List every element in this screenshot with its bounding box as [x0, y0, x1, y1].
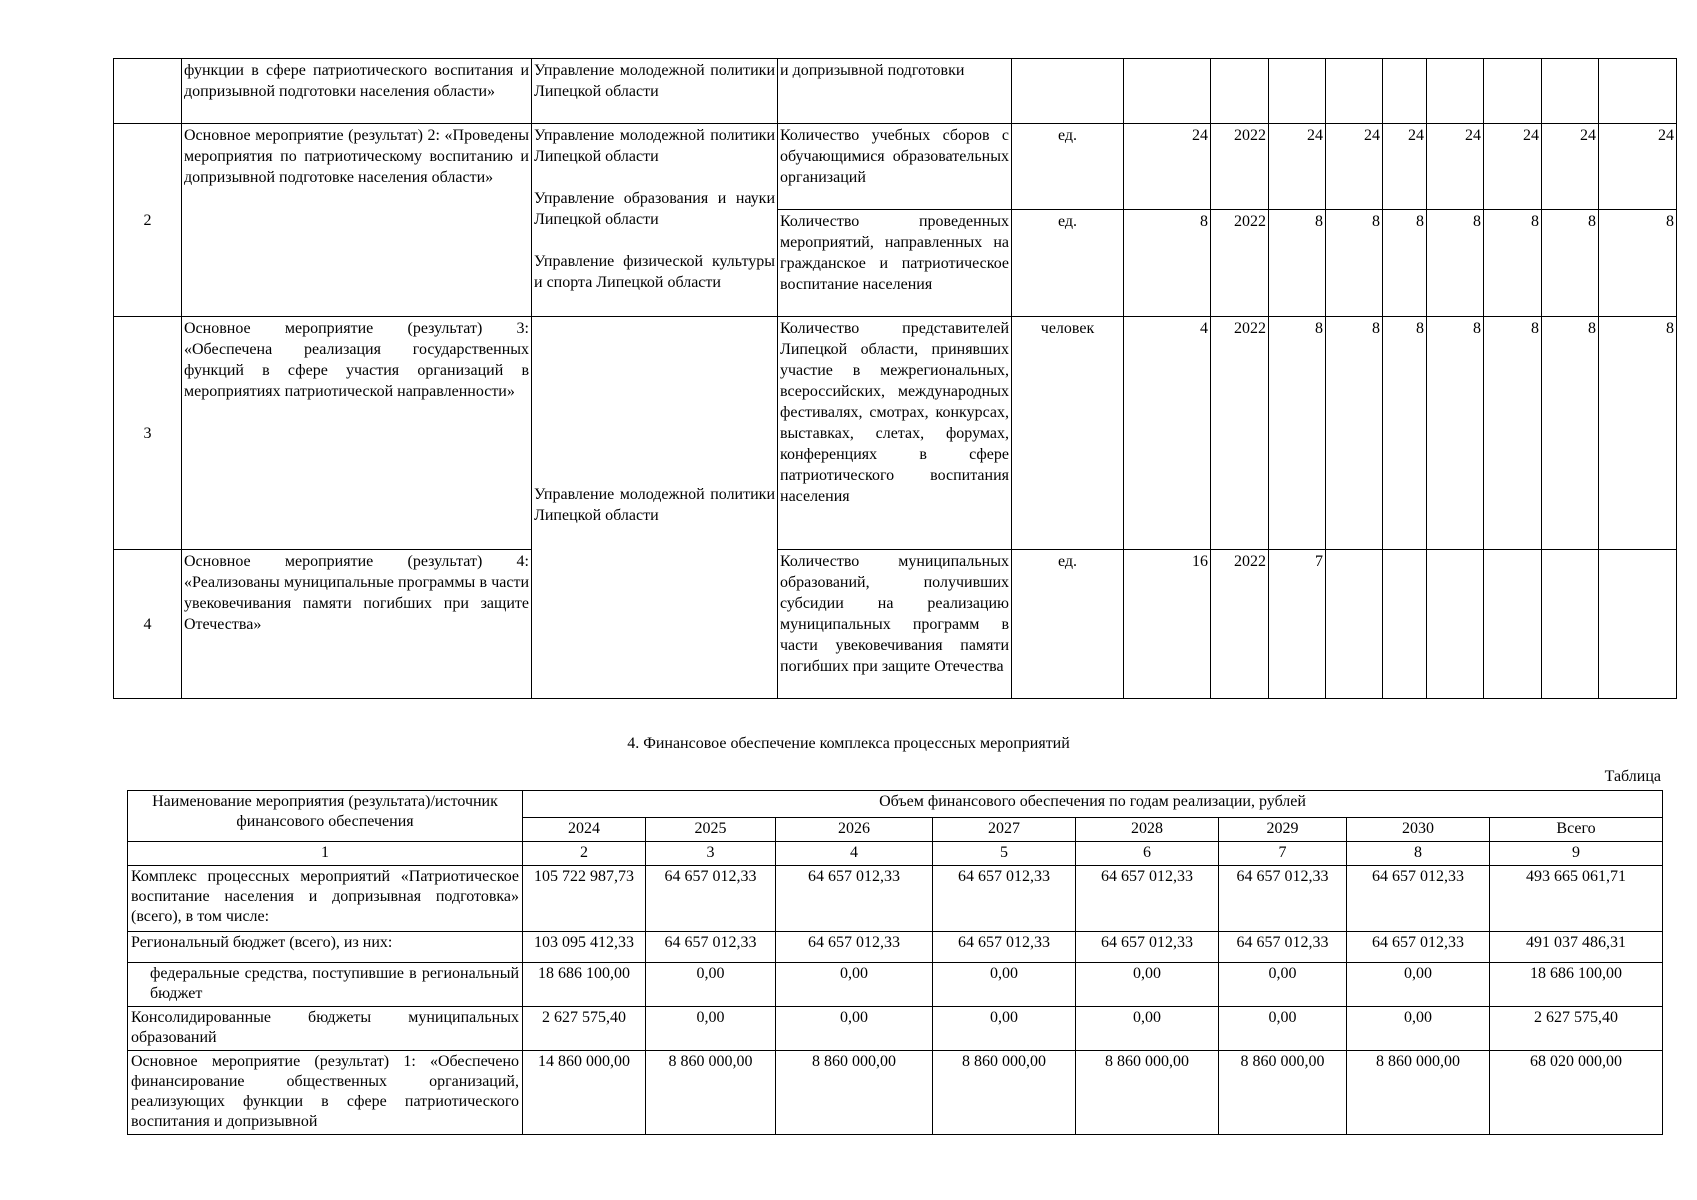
amount-cell: 8 860 000,00	[1219, 1051, 1347, 1135]
unit-cell: человек	[1012, 317, 1124, 550]
amount-cell: 64 657 012,33	[1076, 866, 1219, 932]
amount-cell: 0,00	[1076, 1007, 1219, 1051]
executor-line: Управление физической культуры и спорта Липецкой области	[534, 253, 775, 291]
amount-cell: 0,00	[646, 963, 776, 1007]
year-value: 8	[1484, 317, 1542, 550]
amount-cell: 8 860 000,00	[1076, 1051, 1219, 1135]
year-header: 2029	[1219, 818, 1347, 842]
amount-cell: 0,00	[933, 1007, 1076, 1051]
row-name: Региональный бюджет (всего), из них:	[128, 932, 523, 963]
finance-table	[127, 790, 1663, 1135]
indicator-cell: Количество муниципальных образований, получивших субсидии на реализацию муниципальных программ в части увековечивания памяти погибших при защите Отечества	[778, 550, 1012, 699]
year-value	[1383, 550, 1427, 699]
row-name: Основное мероприятие (результат) 1: «Обеспечено финансирование общественных организаций, реализующих функции в сфере патриотического воспитания и допризывной	[128, 1051, 523, 1135]
table-row	[114, 550, 1677, 699]
amount-cell: 493 665 061,71	[1490, 866, 1663, 932]
unit-cell: ед.	[1012, 124, 1124, 210]
year-header: 2030	[1347, 818, 1490, 842]
year-value: 24	[1326, 124, 1383, 210]
base-year: 2022	[1211, 550, 1269, 699]
section-heading: 4. Финансовое обеспечение комплекса процессных мероприятий	[627, 735, 1070, 752]
column-number: 1	[128, 842, 523, 866]
base-cell	[1124, 59, 1211, 124]
year-value: 8	[1383, 210, 1427, 317]
column-number: 6	[1076, 842, 1219, 866]
column-number: 7	[1219, 842, 1347, 866]
year-value	[1542, 550, 1599, 699]
table-row	[128, 1007, 1663, 1051]
year-header: 2024	[523, 818, 646, 842]
row-name: Комплекс процессных мероприятий «Патриотическое воспитание населения и допризывная подготовка» (всего), в том числе:	[128, 866, 523, 932]
event-cell: Основное мероприятие (результат) 2: «Проведены мероприятия по патриотическому воспитанию и допризывной подготовке населения области»	[182, 124, 532, 317]
amount-cell: 0,00	[1347, 963, 1490, 1007]
row-name: Консолидированные бюджеты муниципальных образований	[128, 1007, 523, 1051]
amount-cell: 0,00	[1219, 963, 1347, 1007]
amount-cell: 64 657 012,33	[776, 932, 933, 963]
year-header: Всего	[1490, 818, 1663, 842]
amount-cell: 0,00	[933, 963, 1076, 1007]
column-number: 8	[1347, 842, 1490, 866]
unit-cell: ед.	[1012, 550, 1124, 699]
amount-cell: 8 860 000,00	[1347, 1051, 1490, 1135]
table-label: Таблица	[1604, 768, 1661, 785]
amount-cell: 491 037 486,31	[1490, 932, 1663, 963]
table-row	[128, 963, 1663, 1007]
row-number	[114, 59, 182, 124]
year-value: 8	[1427, 317, 1484, 550]
year-value: 24	[1383, 124, 1427, 210]
year-value: 24	[1599, 124, 1677, 210]
row-number: 4	[114, 550, 182, 699]
year-value	[1484, 550, 1542, 699]
amount-cell: 2 627 575,40	[1490, 1007, 1663, 1051]
base-value: 8	[1124, 210, 1211, 317]
table-row	[128, 1051, 1663, 1135]
amount-cell: 18 686 100,00	[523, 963, 646, 1007]
row-number: 2	[114, 124, 182, 317]
column-number: 4	[776, 842, 933, 866]
year-value: 8	[1269, 210, 1326, 317]
base-year: 2022	[1211, 317, 1269, 550]
amount-cell: 64 657 012,33	[1076, 932, 1219, 963]
column-number: 9	[1490, 842, 1663, 866]
year-value: 7	[1269, 550, 1326, 699]
amount-cell: 68 020 000,00	[1490, 1051, 1663, 1135]
year-header: 2028	[1076, 818, 1219, 842]
year-value: 8	[1326, 210, 1383, 317]
table-header-row	[128, 791, 1663, 818]
executor-cell	[532, 317, 778, 699]
amount-cell: 64 657 012,33	[646, 932, 776, 963]
table-row	[114, 59, 1677, 124]
amount-cell: 0,00	[1076, 963, 1219, 1007]
indicator-cell: Количество проведенных мероприятий, направленных на гражданское и патриотическое воспитание населения	[778, 210, 1012, 317]
year-value: 8	[1542, 317, 1599, 550]
table-row	[114, 317, 1677, 550]
amount-cell: 105 722 987,73	[523, 866, 646, 932]
amount-cell: 0,00	[1347, 1007, 1490, 1051]
year-value: 8	[1599, 210, 1677, 317]
amount-cell: 0,00	[776, 1007, 933, 1051]
column-number-row	[128, 842, 1663, 866]
base-year: 2022	[1211, 124, 1269, 210]
year-value: 8	[1383, 317, 1427, 550]
header-volume: Объем финансового обеспечения по годам реализации, рублей	[523, 791, 1663, 818]
unit-cell	[1012, 59, 1124, 124]
year-value: 24	[1484, 124, 1542, 210]
event-cell: Основное мероприятие (результат) 4: «Реализованы муниципальные программы в части увековечивания памяти погибших при защите Отечества»	[182, 550, 532, 699]
indicator-cell: Количество учебных сборов с обучающимися образовательных организаций	[778, 124, 1012, 210]
year-value: 8	[1542, 210, 1599, 317]
amount-cell: 64 657 012,33	[1219, 932, 1347, 963]
year-value: 8	[1326, 317, 1383, 550]
year-value	[1326, 550, 1383, 699]
table-row	[128, 932, 1663, 963]
table-row	[114, 124, 1677, 210]
row-number: 3	[114, 317, 182, 550]
event-cell: Основное мероприятие (результат) 3: «Обеспечена реализация государственных функций в сфере участия организаций в мероприятиях патриотической направленности»	[182, 317, 532, 550]
amount-cell: 2 627 575,40	[523, 1007, 646, 1051]
executor-cell: Управление молодежной политики Липецкой области	[532, 59, 778, 124]
amount-cell: 64 657 012,33	[776, 866, 933, 932]
table-row	[128, 866, 1663, 932]
year-header: 2026	[776, 818, 933, 842]
executor-cell	[532, 124, 778, 317]
amount-cell: 8 860 000,00	[776, 1051, 933, 1135]
header-name: Наименование мероприятия (результата)/источник финансового обеспечения	[128, 791, 523, 842]
year-header: 2027	[933, 818, 1076, 842]
column-number: 5	[933, 842, 1076, 866]
unit-cell: ед.	[1012, 210, 1124, 317]
amount-cell: 64 657 012,33	[1347, 932, 1490, 963]
executor-line: Управление образования и науки Липецкой области	[534, 190, 775, 228]
indicator-cell: и допризывной подготовки	[778, 59, 1012, 124]
base-value: 16	[1124, 550, 1211, 699]
year-value: 8	[1599, 317, 1677, 550]
amount-cell: 8 860 000,00	[933, 1051, 1076, 1135]
year-value: 24	[1269, 124, 1326, 210]
executor-line: Управление молодежной политики Липецкой области	[534, 127, 775, 165]
indicators-table	[113, 58, 1677, 699]
amount-cell: 0,00	[776, 963, 933, 1007]
year-value: 8	[1427, 210, 1484, 317]
year-header: 2025	[646, 818, 776, 842]
amount-cell: 64 657 012,33	[1347, 866, 1490, 932]
indicator-cell: Количество представителей Липецкой области, принявших участие в межрегиональных, всероссийских, международных фестивалях, смотрах, конкурсах, выставках, слетах, форумах, конференциях в сфере патриотического воспитания населения	[778, 317, 1012, 550]
year-value: 8	[1484, 210, 1542, 317]
year-value: 24	[1427, 124, 1484, 210]
event-cell: функции в сфере патриотического воспитания и допризывной подготовки населения области»	[182, 59, 532, 124]
row-name: федеральные средства, поступившие в региональный бюджет	[128, 963, 523, 1007]
year-value	[1427, 550, 1484, 699]
amount-cell: 64 657 012,33	[646, 866, 776, 932]
amount-cell: 0,00	[1219, 1007, 1347, 1051]
base-year: 2022	[1211, 210, 1269, 317]
amount-cell: 64 657 012,33	[933, 866, 1076, 932]
amount-cell: 103 095 412,33	[523, 932, 646, 963]
amount-cell: 8 860 000,00	[646, 1051, 776, 1135]
amount-cell: 64 657 012,33	[933, 932, 1076, 963]
column-number: 2	[523, 842, 646, 866]
year-value: 8	[1269, 317, 1326, 550]
amount-cell: 18 686 100,00	[1490, 963, 1663, 1007]
amount-cell: 0,00	[646, 1007, 776, 1051]
amount-cell: 14 860 000,00	[523, 1051, 646, 1135]
base-value: 4	[1124, 317, 1211, 550]
year-value: 24	[1542, 124, 1599, 210]
executor-line: Управление молодежной политики Липецкой области	[534, 486, 775, 524]
base-value: 24	[1124, 124, 1211, 210]
column-number: 3	[646, 842, 776, 866]
amount-cell: 64 657 012,33	[1219, 866, 1347, 932]
year-value	[1599, 550, 1677, 699]
